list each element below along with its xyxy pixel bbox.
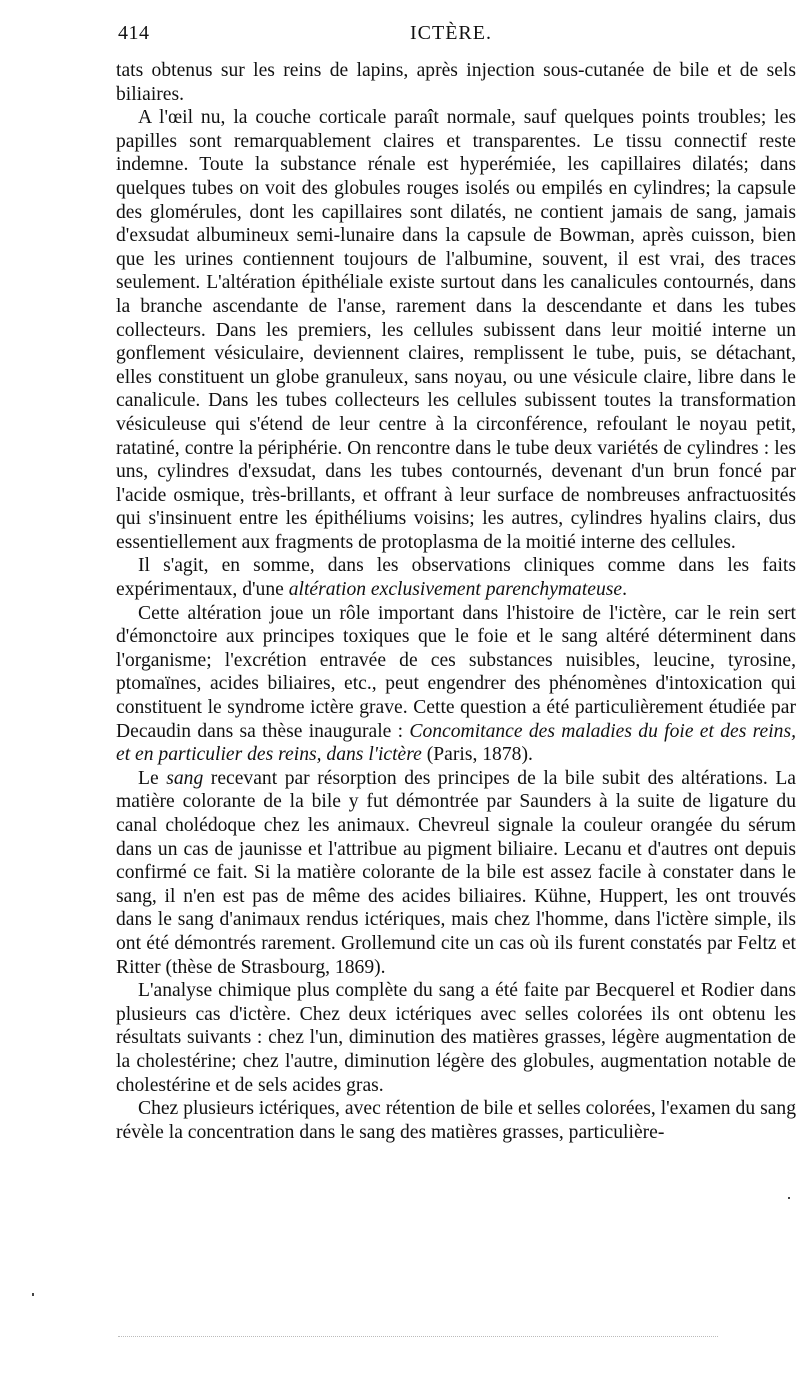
scan-noise-line	[118, 1336, 718, 1338]
scan-speck	[32, 1293, 34, 1296]
paragraph-parenchymal-alteration	[116, 554, 796, 601]
paragraph-text: Il s'agit, en somme, dans les observations cliniques comme dans les faits expérimentaux, d'une	[116, 555, 796, 601]
paragraph-text: Cette altération joue un rôle important dans l'histoire de l'ictère, car le rein sert d'émonctoire aux principes toxiques que le foie et le sang altéré déterminent dans l'organisme; l'excrétion entravée de ces substances nuisibles, leucine, tyrosine, ptomaïnes, acides biliaires, etc., peut engendrer des phénomènes d'intoxication qui constituent le syndrome ictère grave. Cette question a été particulièrement étudiée par Decaudin dans sa thèse inaugurale :	[116, 602, 796, 742]
paragraph-examination: Chez plusieurs ictériques, avec rétention de bile et selles colorées, l'examen du sang révèle la concentration dans le sang des matières grasses, particulière-	[116, 1098, 796, 1143]
body-text	[116, 59, 796, 1144]
paragraph-kidney-histology: A l'œil nu, la couche corticale paraît normale, sauf quelques points troubles; les papilles sont remarquablement claires et transparentes. Le tissu connectif reste indemne. Toute la substance rénale est hyperémiée, les capillaires dilatés; dans quelques tubes on voit des globules rouges isolés ou empilés en cylindres; la capsule des glomérules, dont les capillaires sont dilatés, ne contient jamais de sang, jamais d'exsudat albumineux semi-lunaire dans la capsule de Bowman, après cuisson, bien que les urines contiennent toujours de l'albumine, souvent, il est vrai, des traces seulement. L'altération épithéliale existe surtout dans les canalicules contournés, dans la branche ascendante de l'anse, rarement dans la descendante et dans les tubes collecteurs. Dans les premiers, les cellules subissent dans leur moitié interne un gonflement vésiculaire, deviennent claires, remplissent le tube, puis, se détachant, elles constituent un globe granuleux, sans noyau, ou une vésicule claire, libre dans le canalicule. Dans les tubes collecteurs les cellules subissent toutes la transformation vésiculeuse qui s'étend de leur centre à la circonférence, refoulant le noyau petit, ratatiné, contre la périphérie. On rencontre dans le tube deux variétés de cylindres : les uns, cylindres d'exsudat, dans les tubes contournés, devenant d'un brun foncé par l'acide osmique, très-brillants, et offrant à leur surface de nombreuses anfractuosités qui s'insinuent entre les épithéliums voisins; les autres, cylindres hyalins clairs, dus essentiellement aux fragments de protoplasma de la moitié interne des cellules.	[116, 107, 796, 553]
page-number: 414	[118, 22, 150, 44]
paragraph-kidney-role	[116, 602, 796, 767]
thesis-title: Concomitance des maladies du foie et des reins, et en particulier des reins, dans l'ictère	[116, 720, 796, 766]
italic-phrase: altération exclusivement parenchymateuse	[288, 579, 623, 601]
paragraph-text: (Paris, 1878).	[421, 744, 533, 766]
paragraph-blood	[116, 767, 796, 979]
paragraph-continuation: tats obtenus sur les reins de lapins, après injection sous-cutanée de bile et de sels biliaires.	[116, 60, 796, 105]
paragraph-text: recevant par résorption des principes de la bile subit des altérations. La matière colorante de la bile y fut démontrée par Saunders à la suite de ligature du canal cholédoque chez les animaux. Chevreul signale la couleur orangée du sérum dans un cas de jaunisse et l'attribue au pigment biliaire. Lecanu et d'autres ont depuis confirmé ce fait. Si la matière colorante de la bile est assez facile à constater dans le sang, il n'en est pas de même des acides biliaires. Kühne, Huppert, les ont trouvés dans le sang d'animaux rendus ictériques, mais chez l'homme, dans l'ictère simple, ils ont été démontrés rarement. Grollemund cite un cas où ils furent constatés par Feltz et Ritter (thèse de Strasbourg, 1869).	[116, 767, 796, 978]
running-title: ICTÈRE.	[410, 22, 492, 44]
paragraph-text: .	[622, 579, 627, 601]
paragraph-text: Le	[138, 767, 167, 789]
paragraph-chemical-analysis: L'analyse chimique plus complète du sang a été faite par Becquerel et Rodier dans plusieurs cas d'ictère. Chez deux ictériques avec selles colorées ils ont obtenu les résultats suivants : chez l'un, diminution des matières grasses, légère augmentation de la cholestérine; chez l'autre, diminution légère des globules, augmentation notable de cholestérine et de sels acides gras.	[116, 980, 796, 1096]
scan-speck	[788, 1197, 790, 1199]
italic-word: sang	[166, 767, 204, 789]
page-header	[118, 22, 798, 50]
